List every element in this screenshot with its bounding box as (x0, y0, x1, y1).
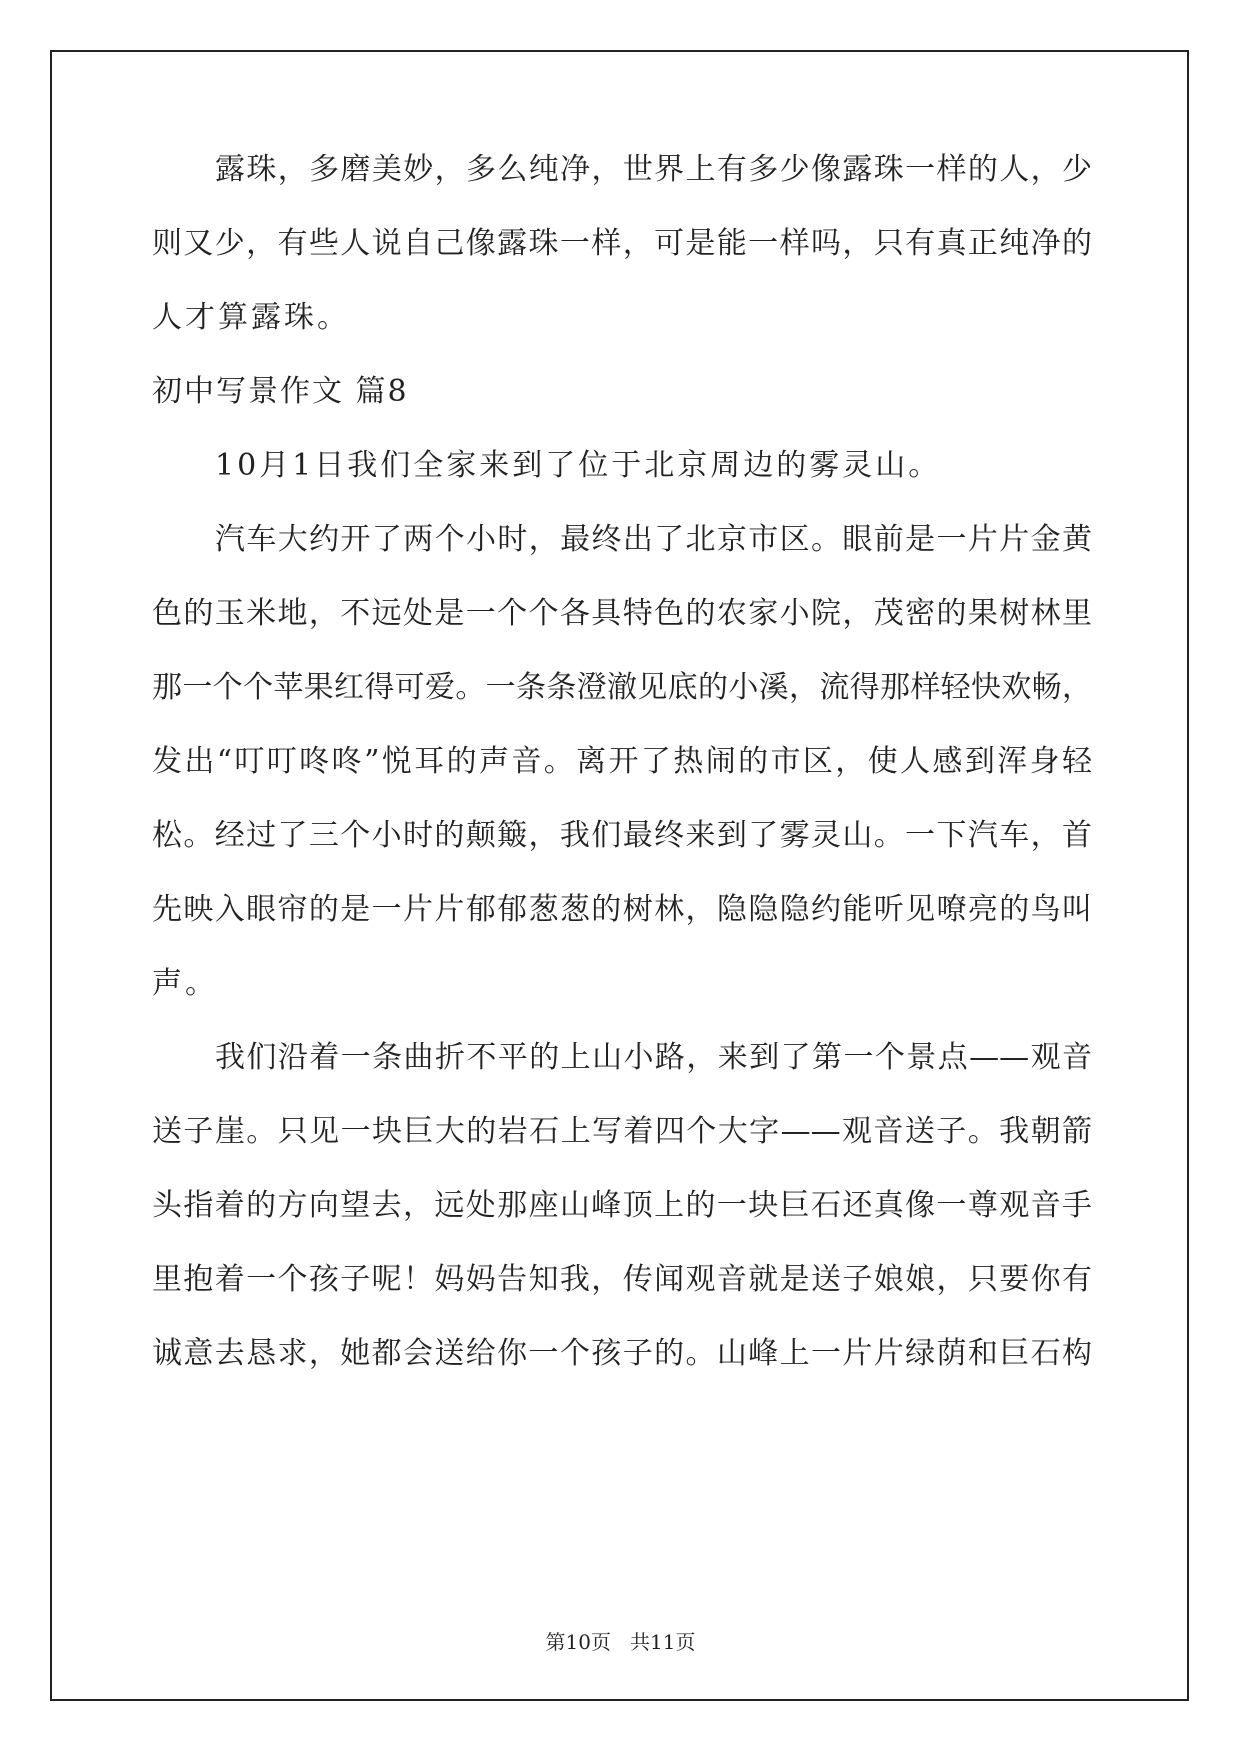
paragraph-3-line-2: 色的玉米地，不远处是一个个各具特色的农家小院，茂密的果树林里 (152, 596, 1092, 631)
paragraph-1-line-3: 人才算露珠。 (152, 300, 350, 335)
paragraph-3-line-7: 声。 (152, 966, 218, 1001)
paragraph-3-line-3: 那一个个苹果红得可爱。一条条澄澈见底的小溪，流得那样轻快欢畅， (152, 670, 1092, 705)
paragraph-3-line-4: 发出“叮叮咚咚”悦耳的声音。离开了热闹的市区，使人感到浑身轻 (152, 744, 1092, 779)
page-total: 共11页 (630, 1630, 696, 1654)
section-heading: 初中写景作文 篇8 (152, 374, 409, 409)
paragraph-1-line-1: 露珠，多磨美妙，多么纯净，世界上有多少像露珠一样的人，少 (215, 152, 1092, 187)
paragraph-3-line-6: 先映入眼帘的是一片片郁郁葱葱的树林，隐隐隐约能听见嘹亮的鸟叫 (152, 892, 1092, 927)
paragraph-3-line-5: 松。经过了三个小时的颠簸，我们最终来到了雾灵山。一下汽车，首 (152, 818, 1092, 853)
page-number: 第10页 (545, 1630, 611, 1654)
paragraph-4-line-1: 我们沿着一条曲折不平的上山小路，来到了第一个景点——观音 (215, 1040, 1092, 1075)
page-footer (0, 1628, 1241, 1656)
paragraph-4-line-2: 送子崖。只见一块巨大的岩石上写着四个大字——观音送子。我朝箭 (152, 1114, 1092, 1149)
paragraph-2-line-1: 10月1日我们全家来到了位于北京周边的雾灵山。 (215, 448, 942, 483)
paragraph-4-line-5: 诚意去恳求，她都会送给你一个孩子的。山峰上一片片绿荫和巨石构 (152, 1336, 1092, 1371)
paragraph-4-line-3: 头指着的方向望去，远处那座山峰顶上的一块巨石还真像一尊观音手 (152, 1188, 1092, 1223)
paragraph-4-line-4: 里抱着一个孩子呢！妈妈告知我，传闻观音就是送子娘娘，只要你有 (152, 1262, 1092, 1297)
paragraph-3-line-1: 汽车大约开了两个小时，最终出了北京市区。眼前是一片片金黄 (215, 522, 1092, 557)
paragraph-1-line-2: 则又少，有些人说自己像露珠一样，可是能一样吗，只有真正纯净的 (152, 226, 1092, 261)
